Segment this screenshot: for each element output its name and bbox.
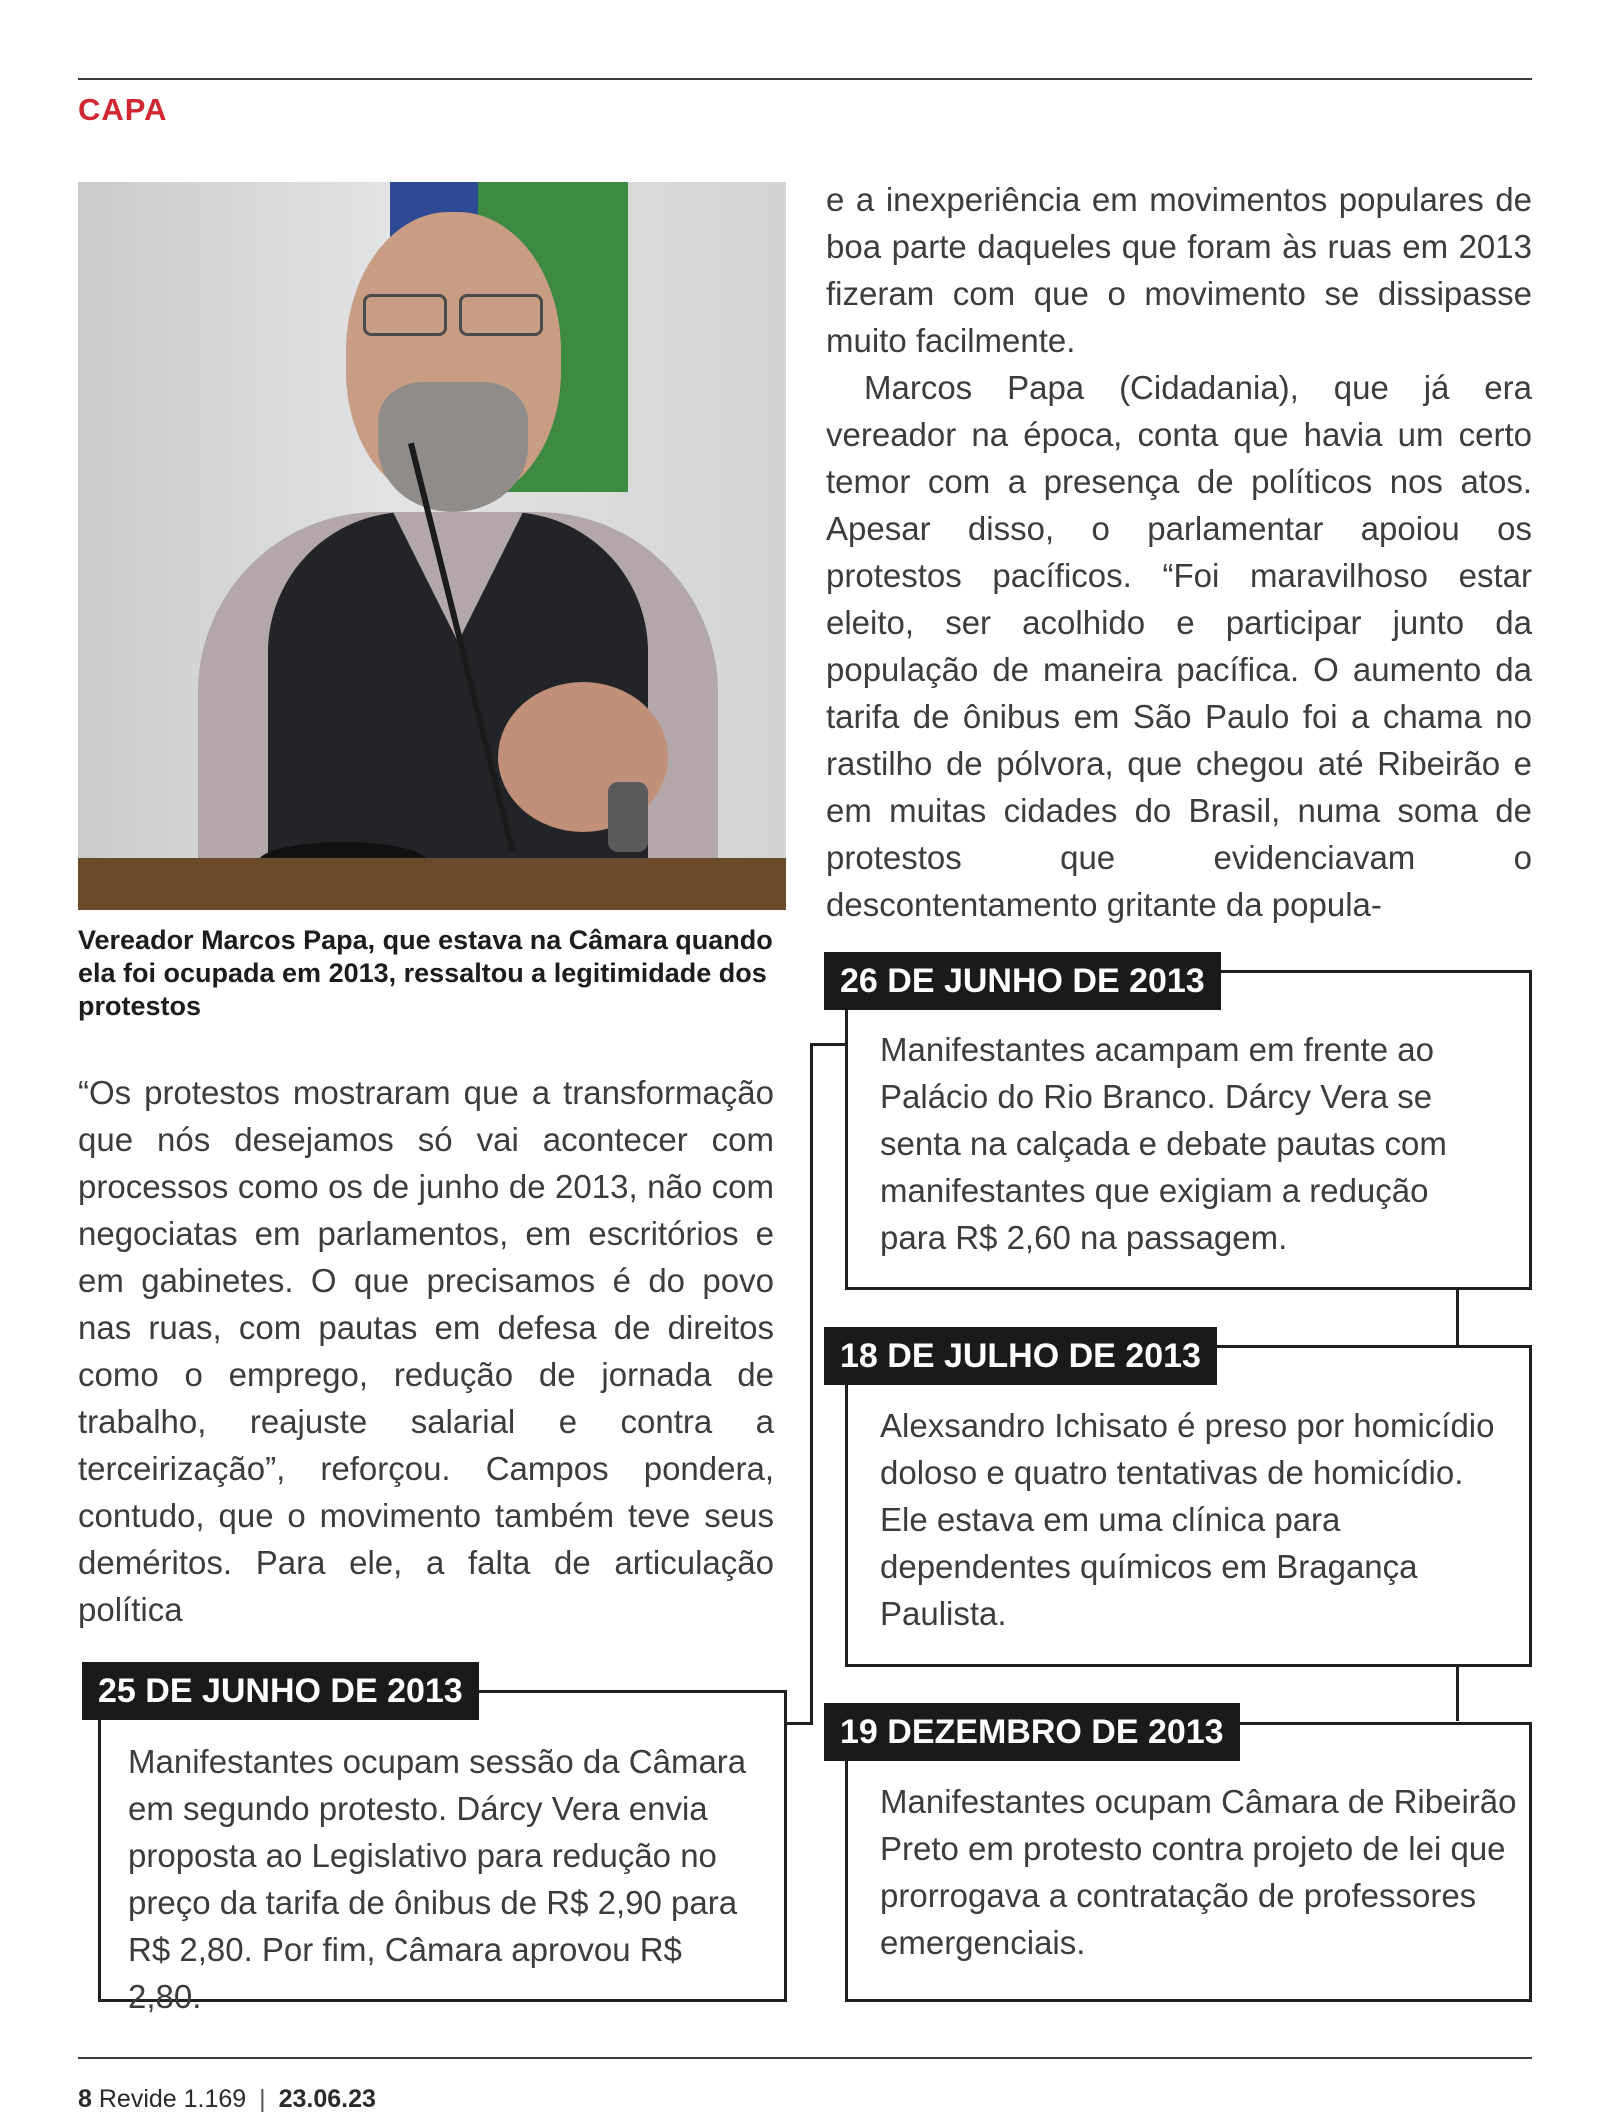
glasses — [363, 294, 543, 330]
photo-caption: Vereador Marcos Papa, que estava na Câmara quando ela foi ocupada em 2013, ressaltou a legitimidade dos protestos — [78, 925, 773, 1021]
footer-separator: | — [259, 2085, 266, 2113]
footer — [78, 2085, 376, 2114]
timeline-text-19-december: Manifestantes ocupam Câmara de Ribeirão Preto em protesto contra projeto de lei que prorrogava a contratação de professores emergenciais. — [880, 1783, 1517, 1961]
paragraph: e a inexperiência em movimentos populares de boa parte daqueles que foram às ruas em 2013 fizeram com que o movimento se dissipasse muito facilmente. — [826, 181, 1532, 359]
timeline-connector — [1456, 1665, 1459, 1721]
timeline-date-18-july: 18 DE JULHO DE 2013 — [824, 1327, 1217, 1385]
timeline-date-25-june: 25 DE JUNHO DE 2013 — [82, 1662, 479, 1720]
photo-marcos-papa — [78, 182, 786, 910]
paragraph: “Os protestos mostraram que a transformação que nós desejamos só vai acontecer com processos como os de junho de 2013, não com negociatas em parlamentos, em escritórios e em gabinetes. O que precisamos é do povo nas ruas, com pautas em defesa de direitos como o emprego, redução de jornada de trabalho, reajuste salarial e contra a terceirização”, reforçou. Campos pondera, contudo, que o movimento também teve seus deméritos. Para ele, a falta de articulação política — [78, 1074, 774, 1628]
right-column-text — [826, 176, 1532, 928]
desk — [78, 858, 786, 910]
beard — [378, 382, 528, 512]
left-column-text — [78, 1069, 774, 1633]
publication-name: Revide 1.169 — [98, 2085, 247, 2113]
timeline-connector — [1456, 1289, 1459, 1345]
timeline-date-26-june: 26 DE JUNHO DE 2013 — [824, 952, 1221, 1010]
section-label: CAPA — [78, 92, 168, 127]
timeline-text-18-july: Alexsandro Ichisato é preso por homicídio doloso e quatro tentativas de homicídio. Ele estava em uma clínica para dependentes químicos em Bragança Paulista. — [880, 1407, 1495, 1632]
page-number: 8 — [78, 2085, 92, 2113]
bottom-rule — [78, 2057, 1532, 2059]
timeline-connector — [810, 1043, 850, 1046]
timeline-text-26-june: Manifestantes acampam em frente ao Palácio do Rio Branco. Dárcy Vera se senta na calçada e debate pautas com manifestantes que exigiam a redução para R$ 2,60 na passagem. — [880, 1031, 1447, 1256]
timeline-date-19-december: 19 DEZEMBRO DE 2013 — [824, 1703, 1240, 1761]
watch — [608, 782, 648, 852]
paragraph: Marcos Papa (Cidadania), que já era vereador na época, conta que havia um certo temor com a presença de políticos nos atos. Apesar disso, o parlamentar apoiou os protestos pacíficos. “Foi maravilhoso estar eleito, ser acolhido e participar junto da população de maneira pacífica. O aumento da tarifa de ônibus em São Paulo foi a chama no rastilho de pólvora, que chegou até Ribeirão e em muitas cidades do Brasil, numa soma de protestos que evidenciavam o descontentamento gritante da popula- — [826, 369, 1532, 923]
top-rule — [78, 78, 1532, 80]
issue-date: 23.06.23 — [278, 2085, 376, 2113]
timeline-text-25-june: Manifestantes ocupam sessão da Câmara em segundo protesto. Dárcy Vera envia proposta ao Legislativo para redução no preço da tarifa de ônibus de R$ 2,90 para R$ 2,80. Por fim, Câmara aprovou R$ 2,80. — [128, 1743, 747, 2015]
timeline-connector — [810, 1043, 813, 1725]
